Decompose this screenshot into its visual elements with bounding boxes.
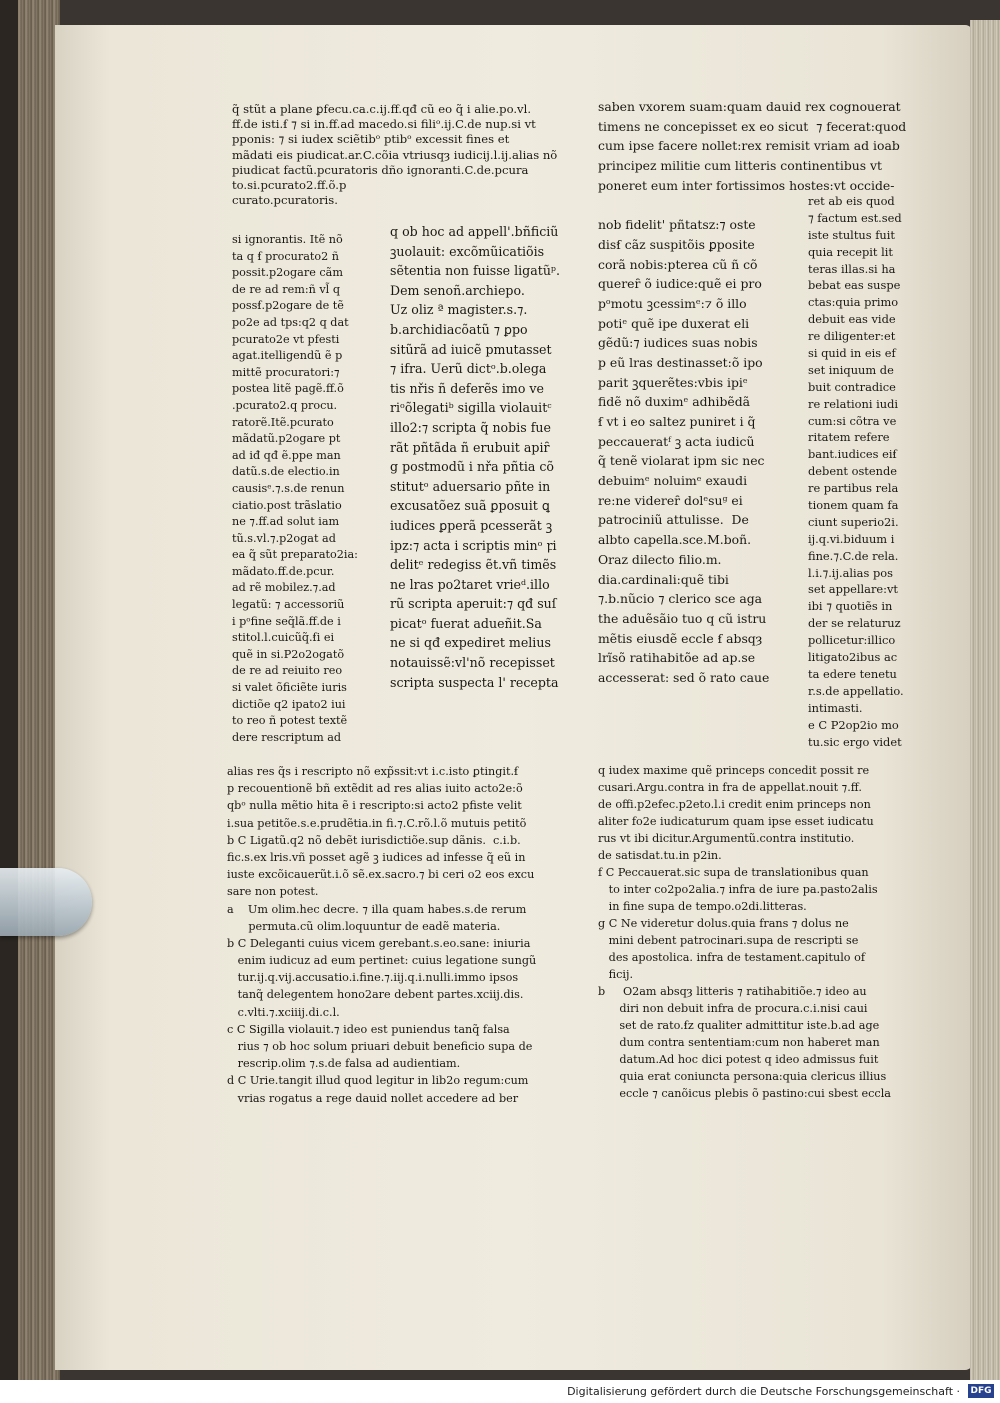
text-line: re:ne videreȓ dolᵉsuᵍ ei [598, 492, 743, 508]
text-line: tu.sic ergo videt [808, 734, 902, 749]
text-line: possẜ.p2ogare de tẽ [232, 299, 344, 313]
dfg-logo-icon: DFG [968, 1384, 994, 1398]
column-left-top [232, 104, 557, 210]
text-line: d C Urie.tangit illud quod legitur in lib2o regum:cum [227, 1074, 529, 1088]
text-line: ẜ vt i eo saltez puniret i q̃ [598, 414, 756, 429]
text-line: p eũ lras destinasset:õ ipo [598, 354, 763, 370]
text-line: mãdatũ.p2ogare pt [232, 432, 341, 446]
text-line: stitol.l.cuicũq̃.ẜi ei [232, 631, 335, 645]
text-line: pᵒmotu ꝫcessimᵉ:⁊ õ illo [598, 295, 747, 311]
text-line: ipz:⁊ acta i scriptis minᵒ ꝼi [390, 537, 557, 553]
text-line: postea litẽ pagẽ.ff.õ [232, 382, 344, 396]
text-line: intimasti. [808, 700, 863, 715]
text-line: set appellare:vt [808, 582, 899, 597]
text-line: b C Deleganti cuius vicem gerebant.s.eo.sane: iniuria [227, 936, 531, 950]
text-line: datum.Ad hoc dici potest q ideo admissus fuit [598, 1053, 879, 1066]
text-line: to inter co2po2alia.⁊ infra de iure pa.pasto2alis [598, 883, 878, 896]
text-line: q ob hoc ad appell'.bñficiũ [390, 224, 559, 239]
text-line: ta q ẜ procurato2 ñ [232, 249, 339, 263]
text-line: re partibus rela [808, 481, 899, 496]
column-right-gloss [808, 196, 904, 753]
text-line: buit contradice [808, 379, 896, 394]
text-line: Dem senoñ.archiepo. [390, 282, 525, 298]
text-line: legatũ: ⁊ accessoriũ [232, 598, 345, 612]
text-line: q iudex maxime quẽ princeps concedit possit re [598, 764, 870, 777]
text-line: delitᵉ redegiss ẽt.vñ timẽs [390, 557, 557, 573]
text-line: stitutᵒ aduersario pñte in [390, 478, 551, 494]
text-line: to reo ñ potest textẽ [232, 714, 348, 728]
column-left-gloss [232, 234, 358, 748]
text-line: disẜ cãz suspitõis ꝑposite [598, 236, 755, 252]
text-line: datũ.s.de electio.in [232, 465, 340, 479]
text-line: des apostolica. infra de testament.capitulo of [598, 951, 865, 964]
text-line: c C Sigilla violauit.⁊ ideo est puniendus tanq̃ falsa [227, 1022, 510, 1036]
text-line: parit ꝫquerẽtes:vbis ipiᵉ [598, 374, 748, 390]
text-line: sẽtentia non fuisse ligatũᵖ. [390, 263, 560, 279]
text-line: de offi.p2efec.p2eto.l.i credit enim princeps non [598, 798, 871, 811]
text-line: r.s.de appellatio. [808, 683, 904, 698]
text-line: ea q̃ sũt preparato2ia: [232, 548, 358, 562]
text-line: g C Ne videretur dolus.quia frans ⁊ dolus ne [598, 917, 849, 930]
text-line: fidẽ nõ duximᵉ adhibẽdã [598, 394, 751, 410]
text-line: albto capella.sce.M.boñ. [598, 532, 752, 548]
gloss-bottom-right [598, 765, 891, 1105]
text-line: quereȓ õ iudice:quẽ ei pro [598, 276, 762, 292]
text-line: bant.iudices eiẜ [808, 447, 897, 462]
text-line: poneret eum inter fortissimos hostes:vt occide- [598, 177, 895, 193]
text-line: ciatio.post trãslatio [232, 498, 342, 512]
text-line: peccaueratᶠ ꝫ acta iudicũ [598, 433, 755, 449]
text-line: pponis: ⁊ si iudex sciẽtibᵒ ptibᵒ excessit fines et [232, 132, 510, 147]
text-line: ⁊ ifra. Uerũ dictᵒ.b.olega [390, 361, 547, 377]
text-line: quẽ in si.P2o2ogatõ [232, 647, 345, 661]
text-line: bebat eas suspe [808, 278, 901, 293]
text-line: ad iđ qđ ẽ.ppe man [232, 448, 341, 462]
text-line: patrociniũ attulisse. De [598, 512, 749, 528]
text-line: si quid in eis ef [808, 346, 896, 361]
text-line: pollicetur:illico [808, 633, 896, 648]
text-line: to.si.pcurato2.ff.õ.p [232, 177, 347, 192]
text-line: agat.itelligendũ ẽ p [232, 349, 343, 363]
text-line: ⁊ factum est.sed [808, 210, 902, 225]
text-line: p recouentionẽ bñ extẽdit ad res alias iuito acto2e:õ [227, 782, 523, 796]
text-line: c.vlti.⁊.xciiij.di.c.l. [227, 1005, 340, 1019]
text-line: notauissẽ:vl'nõ recepisset [390, 655, 555, 671]
text-line: gẽdũ:⁊ iudices suas nobis [598, 335, 758, 351]
text-line: piudicat factũ.pcuratoris dño ignoranti.C.de.pcura [232, 162, 529, 177]
text-line: diri non debuit infra de procura.c.i.nisi caui [598, 1002, 868, 1015]
text-line: ꝫuolauit: excõmũicatiõis [390, 243, 545, 259]
text-line: tũ.s.vl.⁊.p2ogat ad [232, 531, 336, 545]
text-line: b C Ligatũ.q2 nõ debẽt iurisdictiõe.sup dãnis. c.i.b. [227, 833, 521, 847]
text-line: ff.de isti.ẜ ⁊ si in.ff.ad macedo.si filiᵒ.ij.C.de nup.si vt [232, 117, 536, 132]
text-line: si ignorantis. Itẽ nõ [232, 233, 343, 246]
text-line: rescrip.olim ⁊.s.de falsa ad audientiam. [227, 1057, 461, 1071]
text-line: rãt pñtãda ñ erubuit apiȓ [390, 439, 550, 455]
text-line: debent ostende [808, 464, 897, 479]
text-line: mittẽ procuratori:⁊ [232, 365, 340, 379]
book-fore-edge-right [970, 20, 1000, 1380]
text-line: sitũrã ad iuicẽ pmutasset [390, 341, 552, 357]
column-middle [390, 226, 560, 696]
text-line: q̃ tenẽ violarat ipm sic nec [598, 453, 765, 469]
text-line: g postmodũ i nřa pñtia cõ [390, 459, 555, 475]
text-line: vrias rogatus a rege dauid nollet accedere ad ber [227, 1091, 519, 1105]
text-line: mãdati eis piudicat.ar.C.cõia vtriusqȝ iudicij.l.ij.alias nõ [232, 147, 558, 162]
text-line: fine.⁊.C.de rela. [808, 548, 899, 563]
text-line: enim iudicuz ad eum pertinet: cuius legatione sungũ [227, 954, 537, 968]
gloss-bottom-left [227, 766, 536, 1110]
text-line: corã nobis:pterea cũ ñ cõ [598, 256, 758, 272]
text-line: the aduẽsãio tuo q cũ istru [598, 610, 767, 626]
text-line: ne ⁊.ff.ad solut iam [232, 515, 340, 529]
text-line: picatᵒ fuerat adueñit.Sa [390, 615, 542, 631]
text-line: cum:si cõtra ve [808, 413, 897, 428]
text-line: permuta.cũ olim.loquuntur de eadẽ materia. [227, 919, 501, 933]
text-line: q̃ stũt a plane ꝑfecu.ca.c.ij.ff.qđ cũ eo q̃ i alie.po.vl. [232, 102, 532, 116]
text-line: de re ad reiuito reo [232, 664, 343, 678]
text-line: ibi ⁊ quotiẽs in [808, 599, 893, 614]
text-line: der se relaturuz [808, 616, 901, 631]
text-line: dum contra sententiam:cum non haberet man [598, 1036, 880, 1049]
text-line: fic.s.ex lris.vñ posset agẽ ꝫ iudices ad infesse q̃ eũ in [227, 850, 526, 864]
text-line: f C Peccauerat.sic supa de translationibus quan [598, 866, 869, 879]
text-line: l.i.⁊.ij.alias pos [808, 565, 893, 580]
text-line: ne lras po2taret vrieᵈ.illo [390, 576, 550, 592]
text-line: possit.p2ogare cãm [232, 266, 343, 280]
text-line: .pcurato2.q procu. [232, 398, 338, 412]
text-line: iudices ꝑperã pcesserãt ꝫ [390, 517, 553, 533]
text-line: rũ scripta aperuit:⁊ qđ suſ [390, 596, 557, 612]
text-line: tis nřis ñ deferẽs imo ve [390, 380, 544, 396]
text-line: alias res q̃s i rescripto nõ exp̃ssit:vt i.c.isto ꝑtingit.ẜ [227, 765, 519, 778]
text-line: mẽtis eiusdẽ eccle ẜ absqȝ [598, 630, 763, 646]
text-line: b.archidiacõatũ ⁊ ꝑpo [390, 321, 528, 337]
text-line: de satisdat.tu.in p2in. [598, 849, 722, 862]
footer-bar [0, 1380, 1000, 1403]
text-line: ciunt superio2i. [808, 514, 899, 529]
text-line: tur.ij.q.vij.accusatio.i.fine.⁊.iij.q.i.nulli.immo ipsos [227, 971, 519, 985]
text-line: aliter fo2e iudicaturum quam ipse esset iudicatu [598, 815, 874, 828]
text-line: scripta suspecta l' recepta [390, 674, 559, 690]
text-line: potiᵉ quẽ ipe duxerat eli [598, 315, 750, 331]
text-line: rius ⁊ ob hoc solum priuari debuit beneficio supa de [227, 1040, 533, 1053]
text-line: excusatõez suã ꝑposuit ꝗ [390, 498, 550, 514]
book-binding-shadow [0, 0, 18, 1380]
text-line: dia.cardinali:quẽ tibi [598, 571, 729, 587]
text-line: dere rescriptum ad [232, 730, 342, 744]
text-line: set de rato.ẜz qualiter admittitur iste.b.ad age [598, 1019, 880, 1032]
text-line: re diligenter:et [808, 329, 896, 344]
text-line: ret ab eis quod [808, 194, 895, 208]
text-line: ij.q.vi.biduum i [808, 531, 895, 546]
text-line: tanq̃ delegentem hono2are debent partes.xciij.dis. [227, 988, 524, 1002]
text-line: rus vt ibi dicitur.Argumentũ.contra institutio. [598, 832, 855, 845]
text-line: po2e ad tps:q2 q dat [232, 315, 349, 329]
funding-credit: Digitalisierung gefördert durch die Deutsche Forschungsgemeinschaft · [567, 1385, 960, 1398]
text-line: saben vxorem suam:quam dauid rex cognouerat [598, 99, 901, 114]
text-line: timens ne concepisset ex eo sicut ⁊ fecerat:quod [598, 118, 907, 134]
text-line: ficij. [598, 968, 633, 981]
text-line: in fine supa de tempo.o2di.litteras. [598, 900, 807, 913]
text-line: quia recepit lit [808, 244, 893, 259]
text-line: nob fidelit' pñtatsz:⁊ oste [598, 217, 756, 233]
text-line: sare non potest. [227, 885, 319, 899]
text-line: Uz oliz ª magister.s.⁊. [390, 302, 528, 318]
text-line: i.sua petitõe.s.e.prudẽtia.in fi.⁊.C.rõ.l.õ mutuis petitõ [227, 816, 527, 830]
text-line: causisᵉ.⁊.s.de renun [232, 481, 345, 495]
text-line: ta edere tenetu [808, 666, 897, 681]
text-line: mãdato.ff.de.pcur. [232, 564, 335, 578]
text-line: teras illas.si ha [808, 261, 896, 276]
text-line: set iniquum de [808, 362, 894, 377]
text-line: re relationi iudi [808, 396, 899, 411]
text-line: de re ad rem:ñ vl̃ q [232, 282, 340, 296]
text-line: si valet õficiẽte iuris [232, 681, 347, 695]
text-line: curato.pcuratoris. [232, 193, 338, 208]
text-line: tionem quam fa [808, 498, 899, 513]
text-line: litigato2ibus ac [808, 650, 898, 665]
text-line: quia erat coniuncta persona:quia clericus illius [598, 1070, 887, 1083]
text-line: cum ipse facere nollet:rex remisit vriam ad ioab [598, 138, 900, 154]
text-line: iuste excõicauerũt.i.õ sẽ.ex.sacro.⁊ bi ceri o2 eos excu [227, 868, 535, 882]
text-line: debuit eas vide [808, 312, 896, 327]
text-line: i pᵒfine seq̃lã.ff.de i [232, 614, 341, 628]
text-line: qbᵒ nulla mẽtio hita ẽ i rescripto:si acto2 pfiste velit [227, 799, 522, 813]
text-line: dictiõe q2 ipato2 iui [232, 697, 346, 711]
text-line: iste stultus fuit [808, 227, 895, 242]
text-line: cusari.Argu.contra in fra de appellat.nouit ⁊.ff. [598, 781, 862, 794]
text-line: ctas:quia primo [808, 295, 899, 310]
text-line: principez militie cum litteris continentibus vt [598, 158, 883, 174]
text-line: pcurato2e vt pfesti [232, 332, 340, 346]
text-line: ⁊.b.nũcio ⁊ clerico sce aga [598, 591, 763, 607]
text-line: ratorẽ.Itẽ.pcurato [232, 415, 334, 429]
text-line: mini debent patrocinari.supa de rescripti se [598, 934, 859, 947]
text-line: Oraz dilecto filio.m. [598, 551, 722, 567]
text-line: b O2am absqȝ litteris ⁊ ratihabitiõe.⁊ ideo au [598, 985, 867, 998]
text-line: accesserat: sed õ rato caue [598, 669, 770, 685]
text-line: riᵒõlegatiᵇ sigilla violauitᶜ [390, 400, 552, 416]
text-line: ad rẽ mobilez.⁊.ad [232, 581, 336, 595]
text-line: ritatem refere [808, 430, 890, 445]
page-clip-holder [0, 868, 92, 936]
text-line: illo2:⁊ scripta q̃ nobis fue [390, 419, 551, 435]
text-line: a Um olim.hec decre. ⁊ illa quam habes.s.de rerum [227, 902, 527, 916]
text-line: debuimᵉ noluimᵉ exaudi [598, 473, 748, 489]
text-line: e C P2op2io mo [808, 717, 899, 732]
text-line: ne si qđ expediret melius [390, 635, 551, 651]
text-line: eccle ⁊ canõicus plebis õ pastino:cui sbest eccla [598, 1087, 891, 1100]
text-line: lrĩsõ ratihabitõe ad ap.se [598, 650, 756, 666]
